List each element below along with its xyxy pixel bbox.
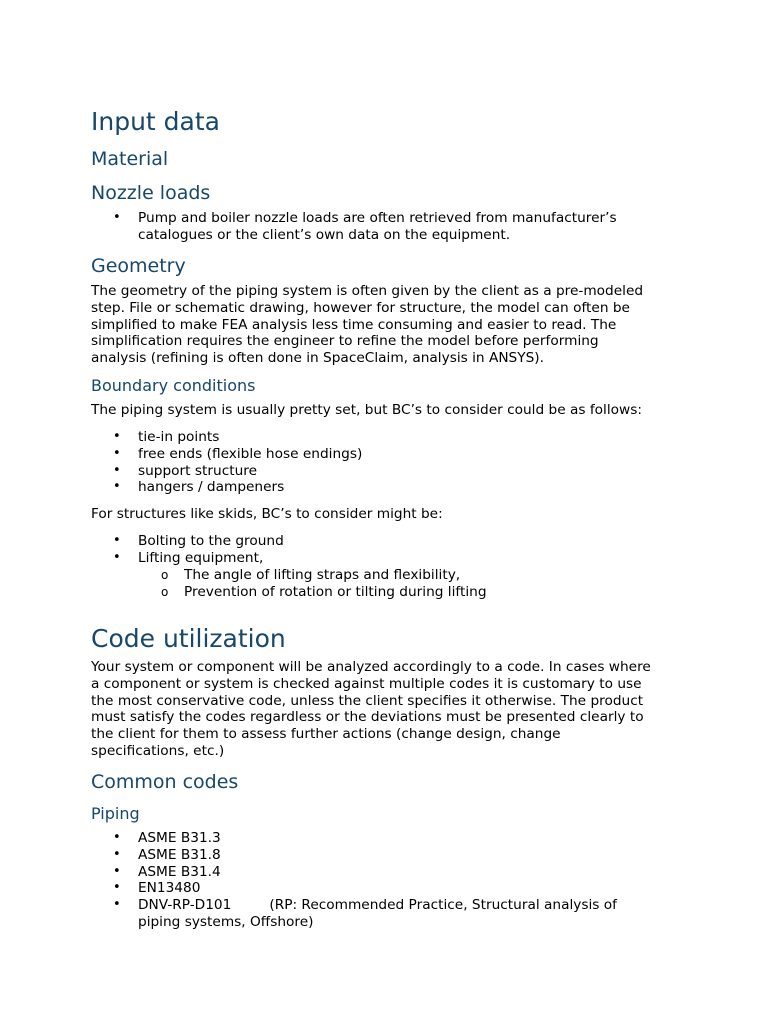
heading-code-utilization: Code utilization [91, 624, 286, 653]
skids-list [0, 533, 487, 601]
paragraph-line: analysis (refining is often done in SpaceClaim, analysis in ANSYS). [91, 350, 544, 367]
sub-list-item [138, 584, 487, 601]
list-item-text: catalogues or the client’s own data on the equipment. [138, 226, 511, 243]
heading-material: Material [91, 148, 169, 170]
geometry-paragraph [91, 283, 676, 367]
list-item [0, 880, 617, 897]
bullet-marker: • [113, 445, 121, 461]
nozzle-loads-list [0, 210, 617, 244]
bullet-marker: • [113, 462, 121, 478]
paragraph-line: The geometry of the piping system is often given by the client as a pre-modeled [91, 283, 644, 299]
dnv-note-text: (RP: Recommended Practice, Structural analysis of [269, 897, 617, 914]
paragraph-line: Your system or component will be analyzed accordingly to a code. In cases where [91, 659, 651, 675]
skids-intro [91, 506, 676, 523]
bullet-marker: • [113, 429, 121, 444]
bullet-marker: • [113, 880, 121, 896]
lifting-sublist [138, 567, 487, 602]
list-item [0, 847, 617, 864]
bullet-marker: • [113, 210, 121, 225]
list-item [0, 429, 362, 446]
sub-list-item-text: Prevention of rotation or tilting during lifting [184, 584, 487, 601]
bullet-marker: • [113, 479, 121, 495]
bullet-marker: • [113, 897, 121, 913]
dnv-code-text: DNV-RP-D101 [138, 897, 232, 914]
list-item-text: ASME B31.4 [138, 863, 221, 880]
list-item [0, 897, 617, 931]
heading-piping: Piping [91, 804, 140, 823]
paragraph-line: step. File or schematic drawing, however for structure, the model can often be [91, 299, 630, 316]
list-item-text: Pump and boiler nozzle loads are often retrieved from manufacturer’s [138, 210, 617, 226]
heading-nozzle-loads: Nozzle loads [91, 182, 211, 204]
list-item-text: hangers / dampeners [138, 479, 285, 496]
list-item-text: ASME B31.3 [138, 830, 221, 846]
paragraph-line: For structures like skids, BC’s to consider might be: [91, 506, 443, 522]
list-item [0, 864, 617, 881]
heading-boundary-conditions: Boundary conditions [91, 376, 256, 395]
list-item-text: Bolting to the ground [138, 533, 284, 549]
code-utilization-paragraph [91, 659, 676, 760]
list-item-text: free ends (flexible hose endings) [138, 445, 363, 462]
boundary-conditions-intro [91, 402, 676, 419]
bullet-marker: • [113, 846, 121, 862]
paragraph-line: specifications, etc.) [91, 742, 225, 759]
heading-common-codes: Common codes [91, 771, 239, 793]
paragraph-line: must satisfy the codes regardless or the deviations must be presented clearly to [91, 709, 644, 726]
paragraph-line: simplification requires the engineer to refine the model before performing [91, 333, 599, 350]
bullet-marker: • [113, 863, 121, 879]
heading-input-data: Input data [91, 107, 220, 136]
paragraph-line: the most conservative code, unless the client specifies it otherwise. The product [91, 692, 644, 709]
piping-codes-list [0, 830, 617, 931]
dnv-note-continuation: piping systems, Offshore) [138, 913, 314, 930]
bullet-marker: • [113, 830, 121, 845]
heading-geometry: Geometry [91, 255, 186, 277]
bullet-marker: • [113, 549, 121, 565]
list-item [0, 210, 617, 244]
paragraph-line: The piping system is usually pretty set, but BC’s to consider could be as follows: [91, 402, 642, 418]
list-item [0, 463, 362, 480]
list-item [0, 550, 487, 601]
sub-bullet-marker: o [161, 567, 169, 582]
list-item-text: tie-in points [138, 429, 220, 445]
list-item-text: support structure [138, 462, 258, 479]
list-item [0, 533, 487, 550]
sub-list-item [138, 567, 487, 584]
list-item-text: ASME B31.8 [138, 846, 221, 863]
list-item [0, 446, 362, 463]
sub-bullet-marker: o [161, 585, 169, 600]
paragraph-line: the client for them to assess further actions (change design, change [91, 726, 561, 743]
list-item [0, 479, 362, 496]
boundary-conditions-list [0, 429, 362, 496]
paragraph-line: a component or system is checked against multiple codes it is customary to use [91, 675, 642, 692]
sub-list-item-text: The angle of lifting straps and flexibility, [184, 566, 461, 583]
list-item-text: Lifting equipment, [138, 549, 264, 566]
bullet-marker: • [113, 533, 121, 548]
paragraph-line: simplified to make FEA analysis less time consuming and easier to read. The [91, 316, 617, 333]
list-item-text: EN13480 [138, 880, 201, 897]
list-item [0, 830, 617, 847]
